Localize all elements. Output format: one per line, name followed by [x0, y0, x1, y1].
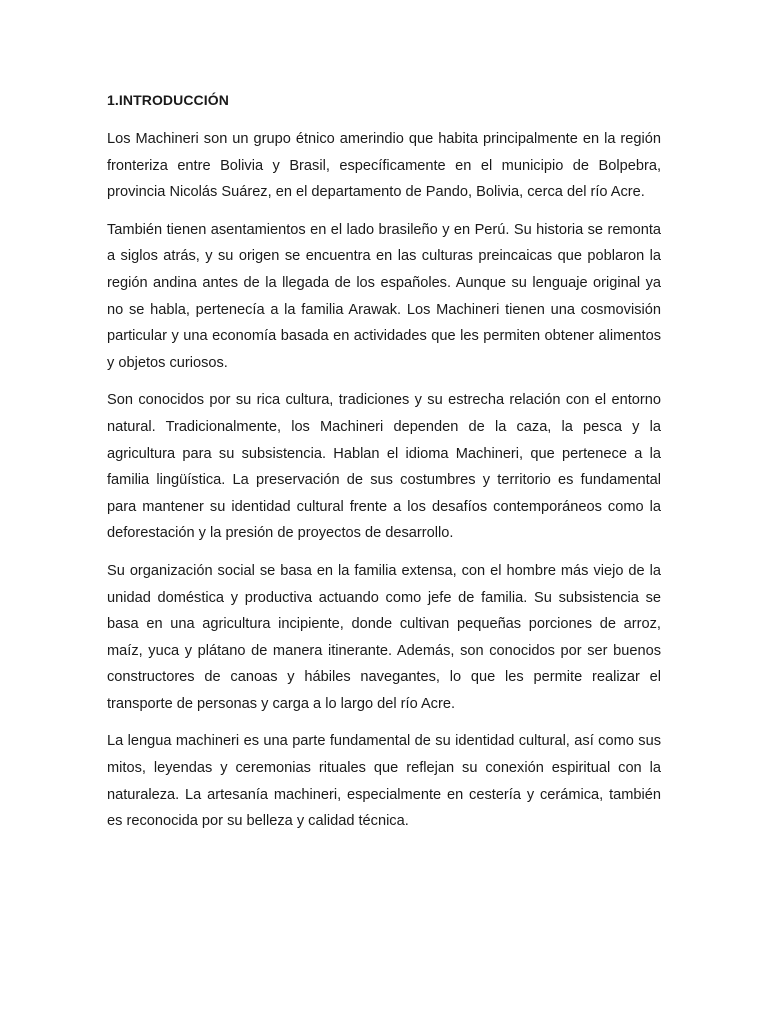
paragraph-4: Su organización social se basa en la familia extensa, con el hombre más viejo de la unidad doméstica y productiva actuando como jefe de familia. Su subsistencia se basa en una agricultura incipiente, donde cultivan pequeñas porciones de arroz, maíz, yuca y plátano de manera itinerante. Además, son conocidos por ser buenos constructores de canoas y hábiles navegantes, lo que les permite realizar el transporte de personas y carga a lo largo del río Acre. [107, 562, 661, 712]
section-heading: 1.INTRODUCCIÓN [107, 92, 229, 108]
document-page [107, 90, 661, 846]
paragraph-2: También tienen asentamientos en el lado brasileño y en Perú. Su historia se remonta a siglos atrás, y su origen se encuentra en las culturas preincaicas que poblaron la región andina antes de la llegada de los españoles. Aunque su lenguaje original ya no se habla, pertenecía a la familia Arawak. Los Machineri tienen una cosmovisión particular y una economía basada en actividades que les permiten obtener alimentos y objetos curiosos. [107, 221, 661, 371]
paragraph-3: Son conocidos por su rica cultura, tradiciones y su estrecha relación con el entorno natural. Tradicionalmente, los Machineri dependen de la caza, la pesca y la agricultura para su subsistencia. Hablan el idioma Machineri, que pertenece a la familia lingüística. La preservación de sus costumbres y territorio es fundamental para mantener su identidad cultural frente a los desafíos contemporáneos como la deforestación y la presión de proyectos de desarrollo. [107, 392, 661, 542]
paragraph-1: Los Machineri son un grupo étnico amerindio que habita principalmente en la región fronteriza entre Bolivia y Brasil, específicamente en el municipio de Bolpebra, provincia Nicolás Suárez, en el departamento de Pando, Bolivia, cerca del río Acre. [107, 131, 661, 201]
paragraph-5: La lengua machineri es una parte fundamental de su identidad cultural, así como sus mitos, leyendas y ceremonias rituales que reflejan su conexión espiritual con la naturaleza. La artesanía machineri, especialmente en cestería y cerámica, también es reconocida por su belleza y calidad técnica. [107, 733, 661, 830]
